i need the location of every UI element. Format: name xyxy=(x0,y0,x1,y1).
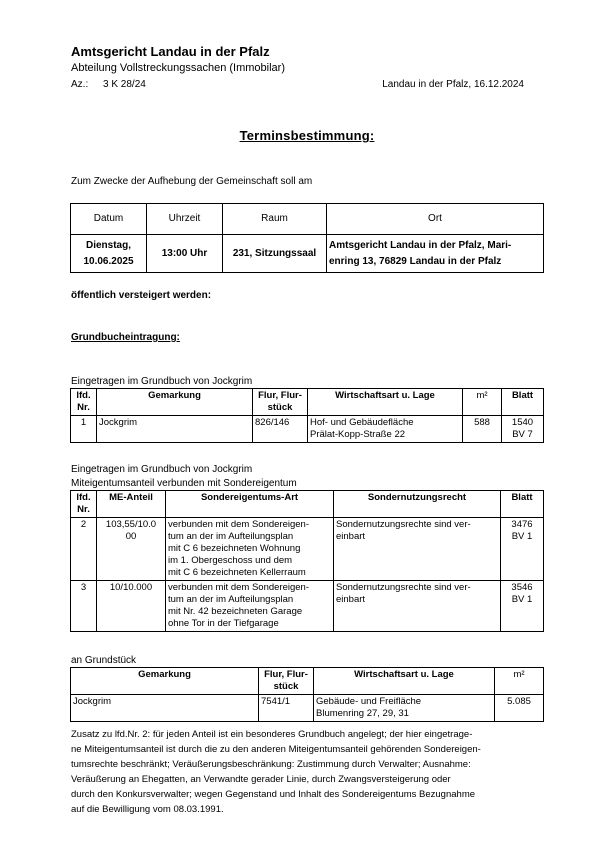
table1-caption: Eingetragen im Grundbuch von Jockgrim xyxy=(71,376,253,387)
condominium-table xyxy=(70,490,544,632)
file-number-label: Az.: xyxy=(71,79,89,90)
table-row: 3 10/10.000 verbunden mit dem Sondereigen- tum an der im Aufteilungsplan mit Nr. 42 bezeichneten Garage ohne Tor in der Tiefgarage Sondernutzungsrechte sind ver- einbart 3546 BV 1 xyxy=(71,581,544,632)
col-wirtschaft: Wirtschaftsart u. Lage xyxy=(314,668,495,695)
table3-caption: an Grundstück xyxy=(71,655,137,666)
table-row: 2 103,55/10.0 00 verbunden mit dem Sondereigen- tum an der im Aufteilungsplan mit C 6 bezeichneten Wohnung im 1. Obergeschoss und dem mit C 6 bezeichneten Kellerraum Sondernutzungsrechte sind ver- einbart 3476 BV 1 xyxy=(71,518,544,581)
grundbuch-heading: Grundbucheintragung: xyxy=(71,332,180,343)
appointment-room: 231, Sitzungssaal xyxy=(223,235,327,273)
col-blatt: Blatt xyxy=(501,491,544,518)
col-flur: Flur, Flur- stück xyxy=(253,389,308,416)
file-number: 3 K 28/24 xyxy=(103,79,146,90)
col-flur: Flur, Flur- stück xyxy=(259,668,314,695)
col-lfd: lfd. Nr. xyxy=(71,389,97,416)
col-gemarkung: Gemarkung xyxy=(97,389,253,416)
plot-table xyxy=(70,667,544,722)
appointment-table xyxy=(70,203,544,273)
appointment-time: 13:00 Uhr xyxy=(147,235,223,273)
table-row: 1 Jockgrim 826/146 Hof- und Gebäudefläche Prälat-Kopp-Straße 22 588 1540 BV 7 xyxy=(71,416,544,443)
col-sondereigentum: Sondereigentums-Art xyxy=(166,491,334,518)
header-raum: Raum xyxy=(223,204,327,235)
intro-text: Zum Zwecke der Aufhebung der Gemeinschaft soll am xyxy=(71,176,313,187)
header-datum: Datum xyxy=(71,204,147,235)
table2-subcaption: Miteigentumsanteil verbunden mit Sondereigentum xyxy=(71,478,297,489)
document-title: Terminsbestimmung: xyxy=(239,128,375,143)
court-name: Amtsgericht Landau in der Pfalz xyxy=(71,44,270,59)
auction-statement: öffentlich versteigert werden: xyxy=(71,290,212,301)
department: Abteilung Vollstreckungssachen (Immobilar) xyxy=(71,62,285,74)
table-row: Jockgrim 7541/1 Gebäude- und Freifläche Blumenring 27, 29, 31 5.085 xyxy=(71,695,544,722)
col-m2: m² xyxy=(463,389,502,416)
col-wirtschaft: Wirtschaftsart u. Lage xyxy=(308,389,463,416)
appointment-location: Amtsgericht Landau in der Pfalz, Mari- enring 13, 76829 Landau in der Pfalz xyxy=(327,235,544,273)
place-date: Landau in der Pfalz, 16.12.2024 xyxy=(382,79,524,90)
note-paragraph: Zusatz zu lfd.Nr. 2: für jeden Anteil ist ein besonderes Grundbuch angelegt; der hier eingetrage- ne Miteigentumsanteil ist durch die zu den anderen Miteigentumsanteil gehörenden Sondereigen- tumsrechte beschränkt; Veräußerungsbeschränkung: Zustimmung durch Verwalter; Ausnahme: Veräußerung an Ehegatten, an Verwandte gerader Linie, durch Zwangsversteigerung oder durch den Konkursverwalter; wegen Gegenstand und Inhalt des Sondereigentums Bezugnahme auf die Bewilligung vom 08.03.1991. xyxy=(71,729,481,815)
col-me-anteil: ME-Anteil xyxy=(97,491,166,518)
table2-caption: Eingetragen im Grundbuch von Jockgrim xyxy=(71,464,253,475)
header-ort: Ort xyxy=(327,204,544,235)
land-register-table xyxy=(70,388,544,443)
col-lfd: lfd. Nr. xyxy=(71,491,97,518)
col-m2: m² xyxy=(495,668,544,695)
col-gemarkung: Gemarkung xyxy=(71,668,259,695)
col-blatt: Blatt xyxy=(502,389,544,416)
appointment-date: Dienstag, 10.06.2025 xyxy=(71,235,147,273)
col-sondernutzung: Sondernutzungsrecht xyxy=(334,491,501,518)
header-uhrzeit: Uhrzeit xyxy=(147,204,223,235)
